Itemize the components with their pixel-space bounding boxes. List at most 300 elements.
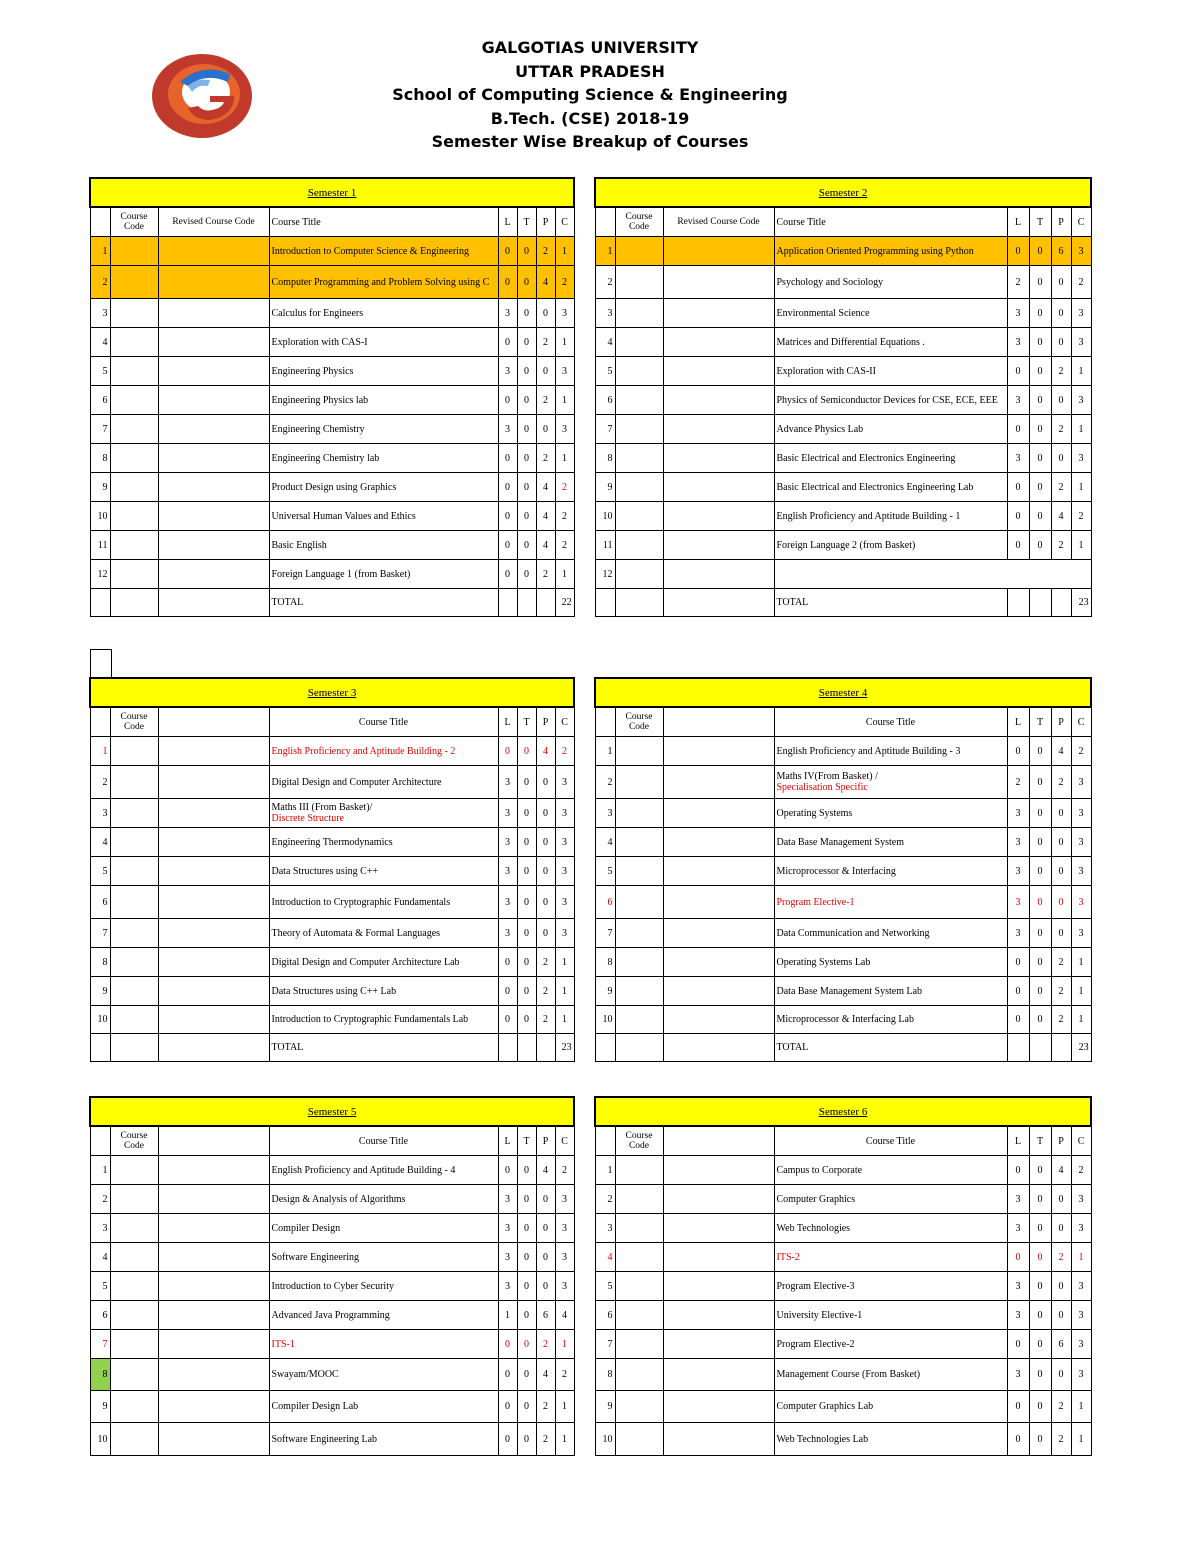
course-title-cell <box>269 266 498 299</box>
total-credits: 23 <box>1071 589 1091 617</box>
header-course-title: Course Title <box>774 707 1007 737</box>
revised-code-cell <box>158 1006 269 1034</box>
course-title-cell <box>774 1006 1007 1034</box>
credit-c: 3 <box>1071 1272 1091 1301</box>
credit-l: 3 <box>498 415 517 444</box>
credit-p: 0 <box>536 828 555 857</box>
row-number: 9 <box>595 473 615 502</box>
total-label: TOTAL <box>269 1034 498 1062</box>
credit-l: 0 <box>498 444 517 473</box>
credit-c: 3 <box>555 766 574 799</box>
credit-c: 2 <box>555 502 574 531</box>
credit-c: 4 <box>555 1301 574 1330</box>
credit-l: 3 <box>1007 886 1029 919</box>
revised-code-cell <box>663 1423 774 1456</box>
total-row <box>595 1034 1091 1062</box>
course-title-text: Digital Design and Computer Architecture Lab <box>271 956 460 968</box>
credit-l: 0 <box>498 328 517 357</box>
course-code-cell <box>615 266 663 299</box>
row-number: 1 <box>595 1156 615 1185</box>
course-code-cell <box>110 386 158 415</box>
row-number: 7 <box>595 919 615 948</box>
course-row <box>595 386 1091 415</box>
credit-p: 0 <box>536 299 555 328</box>
course-title-text: Computer Graphics Lab <box>776 1401 874 1412</box>
credit-p: 6 <box>1051 1330 1071 1359</box>
course-title-text-2: Specialisation Specific <box>776 782 868 793</box>
row-number: 2 <box>595 1185 615 1214</box>
credit-t: 0 <box>517 357 536 386</box>
course-title-cell <box>269 857 498 886</box>
credit-p: 6 <box>536 1301 555 1330</box>
course-row <box>595 1156 1091 1185</box>
credit-c: 1 <box>555 1006 574 1034</box>
header-course-title: Course Title <box>774 1126 1007 1156</box>
credit-t: 0 <box>517 1185 536 1214</box>
header-l: L <box>1007 707 1029 737</box>
total-blank <box>1007 1034 1029 1062</box>
revised-code-cell <box>663 502 774 531</box>
credit-l: 3 <box>498 1243 517 1272</box>
semester-title: Semester 3 <box>90 678 574 707</box>
row-number: 5 <box>595 1272 615 1301</box>
revised-code-cell <box>663 266 774 299</box>
credit-t: 0 <box>1029 1301 1051 1330</box>
course-row <box>595 857 1091 886</box>
total-blank <box>595 589 615 617</box>
credit-p: 0 <box>1051 444 1071 473</box>
credit-l: 0 <box>498 1391 517 1423</box>
credit-c: 2 <box>555 1156 574 1185</box>
credit-l: 0 <box>498 1156 517 1185</box>
course-row <box>90 1185 574 1214</box>
column-header-row <box>90 1126 574 1156</box>
course-title-cell <box>774 444 1007 473</box>
row-number: 1 <box>90 737 110 766</box>
course-code-cell <box>615 560 663 589</box>
course-title-cell <box>269 444 498 473</box>
course-title-text: Program Elective-2 <box>776 1338 855 1350</box>
course-title-cell <box>269 828 498 857</box>
credit-c: 3 <box>555 799 574 828</box>
revised-code-cell <box>663 828 774 857</box>
revised-code-cell <box>158 1391 269 1423</box>
course-title-text: Universal Human Values and Ethics <box>271 510 416 522</box>
course-title-cell <box>774 1156 1007 1185</box>
credit-c: 3 <box>1071 799 1091 828</box>
credit-l: 0 <box>498 1006 517 1034</box>
row-number: 12 <box>595 560 615 589</box>
course-title-text: Design & Analysis of Algorithms <box>271 1193 406 1205</box>
credit-t: 0 <box>1029 886 1051 919</box>
revised-code-cell <box>663 1330 774 1359</box>
course-row <box>595 919 1091 948</box>
revised-code-cell <box>158 919 269 948</box>
credit-l: 3 <box>1007 299 1029 328</box>
credit-l: 2 <box>1007 266 1029 299</box>
credit-p: 0 <box>536 415 555 444</box>
revised-code-cell <box>663 299 774 328</box>
column-header-row <box>595 1126 1091 1156</box>
credit-p: 0 <box>536 919 555 948</box>
course-title-cell <box>774 1423 1007 1456</box>
row-number: 6 <box>595 886 615 919</box>
credit-t: 0 <box>517 799 536 828</box>
credit-t: 0 <box>1029 1330 1051 1359</box>
course-row <box>90 1423 574 1456</box>
revised-code-cell <box>158 560 269 589</box>
credit-p: 4 <box>1051 1156 1071 1185</box>
credit-c: 1 <box>1071 531 1091 560</box>
course-title-text: ITS-1 <box>271 1338 295 1350</box>
credit-l: 0 <box>498 237 517 266</box>
credit-p: 2 <box>536 1330 555 1359</box>
course-title-text: Campus to Corporate <box>776 1164 863 1176</box>
credit-l: 0 <box>1007 531 1029 560</box>
total-blank <box>663 589 774 617</box>
course-code-cell <box>110 766 158 799</box>
row-number: 3 <box>595 799 615 828</box>
revised-code-cell <box>158 1185 269 1214</box>
row-number: 7 <box>595 415 615 444</box>
credit-t: 0 <box>517 1272 536 1301</box>
course-code-cell <box>615 357 663 386</box>
credit-t: 0 <box>1029 1185 1051 1214</box>
credit-l: 3 <box>1007 1272 1029 1301</box>
semester-title-row <box>595 1097 1091 1126</box>
course-code-cell <box>615 1359 663 1391</box>
course-row <box>90 919 574 948</box>
course-title-text: Introduction to Cyber Security <box>271 1280 394 1292</box>
course-row <box>90 357 574 386</box>
row-number: 1 <box>595 237 615 266</box>
course-title-cell <box>774 328 1007 357</box>
row-number: 6 <box>90 886 110 919</box>
revised-code-cell <box>158 473 269 502</box>
course-title-cell <box>269 1006 498 1034</box>
header-c: C <box>555 1126 574 1156</box>
total-row <box>90 589 574 617</box>
course-row <box>90 266 574 299</box>
credit-c: 2 <box>555 473 574 502</box>
course-code-cell <box>110 502 158 531</box>
course-code-cell <box>615 977 663 1006</box>
revised-code-cell <box>158 977 269 1006</box>
credit-t: 0 <box>1029 473 1051 502</box>
course-row <box>90 1301 574 1330</box>
credit-c: 3 <box>555 415 574 444</box>
total-credits: 22 <box>555 589 574 617</box>
course-title-text: Foreign Language 2 (from Basket) <box>776 539 916 551</box>
credit-t: 0 <box>517 1330 536 1359</box>
row-number: 11 <box>595 531 615 560</box>
credit-l: 0 <box>498 560 517 589</box>
credit-l: 0 <box>1007 1330 1029 1359</box>
header-t: T <box>1029 207 1051 237</box>
credit-c: 1 <box>1071 357 1091 386</box>
course-title-cell <box>269 1214 498 1243</box>
row-number: 9 <box>595 977 615 1006</box>
course-title-cell <box>269 560 498 589</box>
course-row <box>90 977 574 1006</box>
course-title-cell <box>269 1301 498 1330</box>
header-revised-code: Revised Course Code <box>663 207 774 237</box>
course-row <box>90 444 574 473</box>
course-title-text: Engineering Thermodynamics <box>271 836 393 848</box>
course-title-text: English Proficiency and Aptitude Building - 1 <box>776 510 961 522</box>
course-title-text: University Elective-1 <box>776 1309 863 1321</box>
course-title-cell <box>774 919 1007 948</box>
credit-l: 0 <box>1007 737 1029 766</box>
course-code-cell <box>615 1185 663 1214</box>
row-number: 6 <box>90 1301 110 1330</box>
credit-p: 2 <box>1051 1243 1071 1272</box>
credit-p: 0 <box>1051 1185 1071 1214</box>
school-name: School of Computing Science & Engineering <box>392 85 788 104</box>
credit-l: 0 <box>498 386 517 415</box>
course-code-cell <box>110 1214 158 1243</box>
course-row <box>90 1006 574 1034</box>
credit-l: 3 <box>1007 444 1029 473</box>
course-code-cell <box>110 473 158 502</box>
program-name: B.Tech. (CSE) 2018-19 <box>490 108 690 128</box>
course-row <box>90 948 574 977</box>
course-code-cell <box>615 1156 663 1185</box>
credit-t: 0 <box>517 828 536 857</box>
course-code-cell <box>615 1391 663 1423</box>
course-row <box>90 1359 574 1391</box>
semester-4-table <box>594 677 1092 1062</box>
course-title-text: Management Course (From Basket) <box>776 1369 921 1380</box>
course-title-text: Operating Systems <box>776 807 853 819</box>
credit-l: 0 <box>498 1359 517 1391</box>
total-blank <box>1029 589 1051 617</box>
credit-p: 4 <box>536 502 555 531</box>
course-row <box>595 357 1091 386</box>
course-code-cell <box>110 1330 158 1359</box>
semester-2-table <box>594 177 1092 617</box>
course-code-cell <box>110 948 158 977</box>
course-row <box>90 766 574 799</box>
course-row <box>595 473 1091 502</box>
total-blank <box>536 589 555 617</box>
course-code-cell <box>110 299 158 328</box>
credit-c: 1 <box>555 237 574 266</box>
course-title-cell <box>774 473 1007 502</box>
course-title-text: Theory of Automata & Formal Languages <box>271 927 441 939</box>
credit-l: 0 <box>1007 1423 1029 1456</box>
credit-t: 0 <box>1029 415 1051 444</box>
credit-t: 0 <box>517 886 536 919</box>
revised-code-cell <box>158 502 269 531</box>
course-code-cell <box>110 1243 158 1272</box>
revised-code-cell <box>158 328 269 357</box>
credit-l: 3 <box>1007 799 1029 828</box>
revised-code-cell <box>158 237 269 266</box>
header-revised-code <box>663 1126 774 1156</box>
course-title-cell <box>269 737 498 766</box>
row-number: 9 <box>90 1391 110 1423</box>
course-title-text: Basic English <box>271 539 327 551</box>
credit-l: 0 <box>498 977 517 1006</box>
credit-t: 0 <box>517 266 536 299</box>
revised-code-cell <box>158 948 269 977</box>
row-number: 1 <box>595 737 615 766</box>
course-row <box>595 1330 1091 1359</box>
course-title-cell <box>774 766 1007 799</box>
course-title-cell <box>269 531 498 560</box>
total-blank <box>1051 589 1071 617</box>
credit-t: 0 <box>1029 1243 1051 1272</box>
credit-t: 0 <box>517 737 536 766</box>
semester-6-table <box>594 1096 1092 1456</box>
total-credits: 23 <box>555 1034 574 1062</box>
course-title-cell <box>774 948 1007 977</box>
credit-p: 0 <box>1051 1272 1071 1301</box>
credit-t: 0 <box>517 444 536 473</box>
credit-l: 3 <box>498 299 517 328</box>
credit-l: 3 <box>1007 1214 1029 1243</box>
column-header-row <box>90 207 574 237</box>
course-title-text: Web Technologies Lab <box>776 1433 869 1445</box>
header-c: C <box>555 707 574 737</box>
credit-t: 0 <box>1029 857 1051 886</box>
header-t: T <box>1029 707 1051 737</box>
course-title-text: Foreign Language 1 (from Basket) <box>271 568 411 580</box>
course-code-cell <box>615 1006 663 1034</box>
credit-c: 3 <box>1071 828 1091 857</box>
course-row <box>595 1243 1091 1272</box>
credit-t: 0 <box>517 531 536 560</box>
course-code-cell <box>110 1423 158 1456</box>
credit-c: 3 <box>1071 919 1091 948</box>
credit-t: 0 <box>517 415 536 444</box>
course-code-cell <box>615 857 663 886</box>
course-title-text: Introduction to Computer Science & Engineering <box>271 245 469 257</box>
credit-p: 0 <box>536 886 555 919</box>
credit-l: 0 <box>1007 1006 1029 1034</box>
credit-t: 0 <box>517 766 536 799</box>
credit-l: 0 <box>1007 502 1029 531</box>
revised-code-cell <box>158 799 269 828</box>
revised-code-cell <box>663 737 774 766</box>
course-title-text: Computer Graphics <box>776 1193 856 1205</box>
credit-l: 3 <box>498 357 517 386</box>
course-title-text: Environmental Science <box>776 307 870 319</box>
row-number: 10 <box>90 1006 110 1034</box>
course-row <box>90 1330 574 1359</box>
course-code-cell <box>615 766 663 799</box>
course-title-text: Calculus for Engineers <box>271 307 364 319</box>
credit-l: 3 <box>1007 919 1029 948</box>
header-course-title: Course Title <box>774 207 1007 237</box>
credit-p: 0 <box>536 1243 555 1272</box>
revised-code-cell <box>663 1272 774 1301</box>
credit-t: 0 <box>1029 1272 1051 1301</box>
credit-t: 0 <box>517 502 536 531</box>
credit-p: 4 <box>536 531 555 560</box>
credit-c: 3 <box>555 919 574 948</box>
course-title-cell <box>774 415 1007 444</box>
revised-code-cell <box>158 1330 269 1359</box>
credit-p: 2 <box>1051 1006 1071 1034</box>
credit-l: 0 <box>498 737 517 766</box>
total-blank <box>110 589 158 617</box>
course-title-text: Data Structures using C++ <box>271 865 379 877</box>
credit-l: 3 <box>1007 1185 1029 1214</box>
credit-p: 2 <box>1051 473 1071 502</box>
course-code-cell <box>615 444 663 473</box>
header-t: T <box>517 207 536 237</box>
course-title-cell <box>774 266 1007 299</box>
header-blank-cell <box>595 707 615 737</box>
course-title-cell <box>774 1272 1007 1301</box>
course-row <box>595 237 1091 266</box>
credit-p: 0 <box>1051 1214 1071 1243</box>
header-c: C <box>555 207 574 237</box>
course-row <box>595 828 1091 857</box>
total-row <box>90 1034 574 1062</box>
course-title-cell <box>269 415 498 444</box>
row-number: 4 <box>595 328 615 357</box>
course-code-cell <box>110 1301 158 1330</box>
row-number: 7 <box>90 919 110 948</box>
credit-t: 0 <box>517 1006 536 1034</box>
revised-code-cell <box>663 237 774 266</box>
credit-p: 2 <box>536 444 555 473</box>
course-title-text: Maths IV(From Basket) / <box>776 771 878 782</box>
course-title-text: Web Technologies <box>776 1222 851 1234</box>
header-t: T <box>1029 1126 1051 1156</box>
course-row <box>595 1391 1091 1423</box>
credit-c: 1 <box>555 948 574 977</box>
course-row <box>595 502 1091 531</box>
row-number: 2 <box>90 266 110 299</box>
credit-p: 2 <box>1051 357 1071 386</box>
credit-c: 2 <box>1071 266 1091 299</box>
credit-c: 1 <box>1071 1243 1091 1272</box>
course-title-cell <box>774 857 1007 886</box>
total-blank <box>595 1034 615 1062</box>
credit-p: 2 <box>1051 1391 1071 1423</box>
header-course-code: Course Code <box>615 1126 663 1156</box>
revised-code-cell <box>663 1359 774 1391</box>
credit-p: 0 <box>536 766 555 799</box>
credit-l: 3 <box>498 799 517 828</box>
course-title-cell <box>269 1423 498 1456</box>
credit-c: 2 <box>1071 737 1091 766</box>
credit-p: 2 <box>536 328 555 357</box>
credit-l: 1 <box>498 1301 517 1330</box>
credit-c: 2 <box>1071 502 1091 531</box>
course-title-cell <box>774 299 1007 328</box>
credit-c: 2 <box>555 1359 574 1391</box>
course-title-cell <box>269 1391 498 1423</box>
credit-l: 3 <box>498 919 517 948</box>
credit-p: 2 <box>1051 948 1071 977</box>
credit-t: 0 <box>517 328 536 357</box>
course-title-text: Product Design using Graphics <box>271 481 397 493</box>
revised-code-cell <box>158 357 269 386</box>
revised-code-cell <box>663 857 774 886</box>
course-title-text: Program Elective-3 <box>776 1280 855 1292</box>
row-number: 2 <box>595 266 615 299</box>
credit-t: 0 <box>517 857 536 886</box>
credit-t: 0 <box>517 1391 536 1423</box>
revised-code-cell <box>663 357 774 386</box>
credit-t: 0 <box>1029 737 1051 766</box>
course-title-cell <box>269 328 498 357</box>
